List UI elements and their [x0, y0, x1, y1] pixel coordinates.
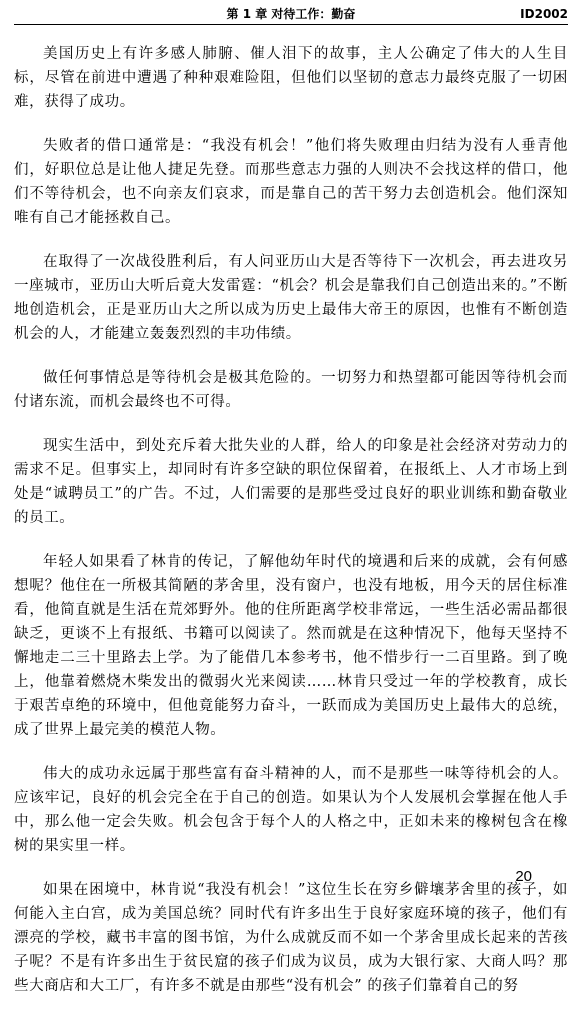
paragraph: 年轻人如果看了林肯的传记，了解他幼年时代的境遇和后来的成就，会有何感想呢？他住在一所极其简陋的茅舍里，没有窗户，也没有地板，用今天的居住标准看，他简直就是生活在荒郊野外。他的住所距离学校非常远，一些生活必需品都很缺乏，更谈不上有报纸、书籍可以阅读了。然而就是在这种情况下，他每天坚持不懈地走二三十里路去上学。为了能借几本参考书，他不惜步行一二百里路。到了晚上，他靠着燃烧木柴发出的微弱火光来阅读……林肯只受过一年的学校教育，成长于艰苦卓绝的环境中，但他竟能努力奋斗，一跃而成为美国历史上最伟大的总统，成了世界上最完美的模范人物。 — [14, 554, 568, 738]
paragraph: 失败者的借口通常是：“我没有机会！”他们将失败理由归结为没有人垂青他们，好职位总是让他人捷足先登。而那些意志力强的人则决不会找这样的借口，他们不等待机会，也不向亲友们哀求，而是靠自己的苦干努力去创造机会。他们深知唯有自己才能拯救自己。 — [14, 138, 568, 226]
body-text — [14, 42, 568, 1018]
page-number: 20 — [515, 868, 532, 885]
paragraph: 在取得了一次战役胜利后，有人问亚历山大是否等待下一次机会，再去进攻另一座城市，亚历山大听后竟大发雷霆：“机会？机会是靠我们自己创造出来的。”不断地创造机会，正是亚历山大之所以成为历史上最伟大帝王的原因，也惟有不断创造机会的人，才能建立轰轰烈烈的丰功伟绩。 — [14, 254, 568, 342]
page-header — [14, 6, 568, 25]
paragraph: 做任何事情总是等待机会是极其危险的。一切努力和热望都可能因等待机会而付诸东流，而机会最终也不可得。 — [14, 370, 568, 410]
paragraph: 美国历史上有许多感人肺腑、催人泪下的故事，主人公确定了伟大的人生目标，尽管在前进中遭遇了种种艰难险阻，但他们以坚韧的意志力最终克服了一切困难，获得了成功。 — [14, 46, 568, 110]
paragraph: 如果在困境中，林肯说“我没有机会！”这位生长在穷乡僻壤茅舍里的孩子，如何能入主白宫，成为美国总统？同时代有许多出生于良好家庭环境的孩子，他们有漂亮的学校，藏书丰富的图书馆，为什么成就反而不如一个茅舍里成长起来的苦孩子呢？不是有许多出生于贫民窟的孩子们成为议员，成为大银行家、大商人吗？那些大商店和大工厂，有许多不就是由那些“没有机会” 的孩子们靠着自己的努 — [14, 882, 568, 994]
chapter-title: 第 1 章 对待工作：勤奋 — [226, 7, 356, 21]
paragraph: 现实生活中，到处充斥着大批失业的人群，给人的印象是社会经济对劳动力的需求不足。但事实上，却同时有许多空缺的职位保留着，在报纸上、人才市场上到处是“诚聘员工”的广告。不过，人们需要的是那些受过良好的职业训练和勤奋敬业的员工。 — [14, 438, 568, 526]
paragraph: 伟大的成功永远属于那些富有奋斗精神的人，而不是那些一味等待机会的人。应该牢记，良好的机会完全在于自己的创造。如果认为个人发展机会掌握在他人手中，那么他一定会失败。机会包含于每个人的人格之中，正如未来的橡树包含在橡树的果实里一样。 — [14, 766, 568, 854]
document-code: ID2002 — [520, 7, 568, 21]
